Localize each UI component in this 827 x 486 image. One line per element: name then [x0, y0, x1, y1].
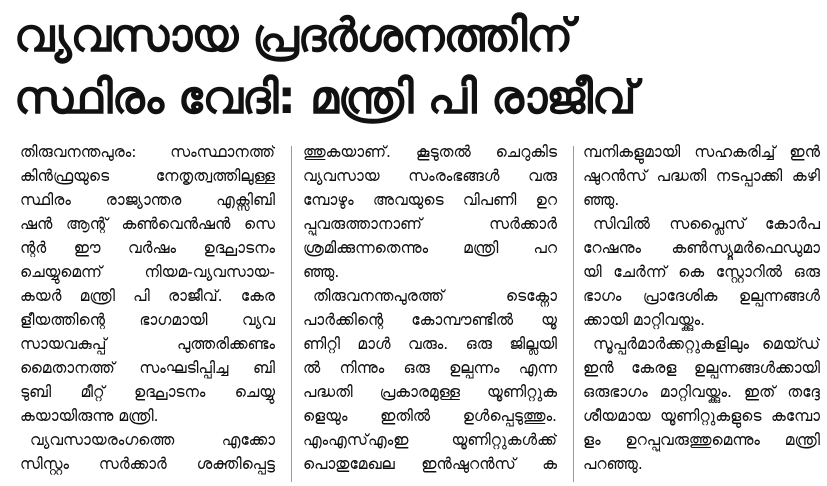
body-line: യി ചേർന്ന് കെ സ്റ്റോറിൽ ഒരു [583, 263, 820, 281]
body-line: സ്ഥിരം രാജ്യാന്തര എക്സിബി [20, 191, 275, 209]
body-line: ഭാഗം പ്രാദേശിക ഉല്പന്നങ്ങൾ [583, 287, 820, 305]
body-line: മ്പോഴും അവയുടെ വിപണി ഉറ [303, 191, 557, 209]
body-line: കയായിരുന്നു മന്ത്രി. [20, 407, 159, 425]
body-line: ളീയത്തിന്റെ ഭാഗമായി വ്യവ [20, 311, 275, 329]
article-column-2 [303, 140, 557, 486]
body-line: സിസ്റ്റം സർക്കാർ ശക്തിപ്പെട്ട [20, 455, 275, 473]
body-line: ളെയും ഇതിൽ ഉൾപ്പെടുത്തും. [303, 407, 557, 425]
body-line: ന്റർ ഈ വർഷം ഉദ്ഘാടനം [20, 239, 275, 257]
body-line: ഒരുഭാഗം മാറ്റിവയ്ക്കും. ഇത് തദ്ദേ [583, 383, 820, 401]
article-headline [14, 4, 814, 128]
body-line: ശ്രമിക്കുന്നതെന്നും മന്ത്രി പറ [303, 239, 557, 257]
body-line: ക്കായി മാറ്റിവയ്ക്കും. [583, 311, 705, 329]
body-line: തിരുവനന്തപുരം: സംസ്ഥാനത്ത് [20, 143, 275, 161]
body-line: പ്പുവരുത്താനാണ് സർക്കാർ [303, 215, 557, 233]
body-line: കിൻഫ്രയുടെ നേതൃത്വത്തിലുള്ള [20, 167, 275, 185]
body-line: ഇൻ കേരള ഉല്പന്നങ്ങൾക്കായി [583, 359, 820, 377]
body-line: കയർ മന്ത്രി പി രാജീവ്. കേര [20, 287, 275, 305]
body-line: ഞ്ഞു. [583, 191, 620, 209]
body-line: തിരുവനന്തപുരത്ത് ടെക്നോ [313, 287, 557, 305]
body-line: പൊതുമേഖല ഇൻഷുറൻസ് ക [303, 455, 557, 473]
headline-line-1: വ്യവസായ പ്രദർശനത്തിന് [14, 8, 573, 62]
body-line: സിവിൽ സപ്ലൈസ് കോർപ [593, 215, 820, 233]
body-line: പദ്ധതി പ്രകാരമുള്ള യൂണിറ്റുക [303, 383, 557, 401]
body-line: ൽ നിന്നും ഒരു ഉല്പന്നം എന്ന [303, 359, 557, 377]
body-line: പാർക്കിന്റെ കോമ്പൗണ്ടിൽ യൂ [303, 311, 557, 329]
article-column-1 [20, 140, 275, 486]
body-line: ചെയ്യുമെന്ന് നിയമ-വ്യവസായ- [20, 263, 275, 281]
body-line: ളം ഉറപ്പുവരുത്തുമെന്നും മന്ത്രി [583, 431, 820, 449]
body-line: എംഎസ്എംഇ യൂണിറ്റുകൾക്ക് [303, 431, 557, 449]
article-body [20, 140, 820, 486]
body-line: പറഞ്ഞു. [583, 455, 643, 473]
body-line: റേഷനും കൺസ്യൂമർഫെഡുമാ [583, 239, 820, 257]
headline-line-2: സ്ഥിരം വേദി: മന്ത്രി പി രാജീവ് [14, 70, 636, 124]
body-line: വ്യവസായ സംരംഭങ്ങൾ വരു [303, 167, 557, 185]
body-line: ഷുറൻസ് പദ്ധതി നടപ്പാക്കി കഴി [583, 167, 820, 185]
body-line: വ്യവസായരംഗത്തെ എക്കോ [30, 431, 275, 449]
body-line: ണിറ്റി മാൾ വരും. ഒരു ജില്ലയി [303, 335, 557, 353]
body-line: മൈതാനത്ത് സംഘടിപ്പിച്ച ബി [20, 359, 275, 377]
body-line: സൂപ്പർമാർക്കറ്റുകളിലും മെയ്ഡ് [593, 335, 820, 353]
body-line: മ്പനികളുമായി സഹകരിച്ച് ഇൻ [583, 143, 820, 161]
body-line: ത്തുകയാണ്. കൂടുതൽ ചെറുകിട [303, 143, 557, 161]
body-line: സായവകുപ്പ് പുത്തരിക്കണ്ടം [20, 335, 275, 353]
body-line: ഷൻ ആന്റ് കൺവെൻഷൻ സെ [20, 215, 275, 233]
body-line: ശീയമായ യൂണിറ്റുകളുടെ കമ്പോ [583, 407, 820, 425]
body-line: ഞ്ഞു. [303, 263, 340, 281]
body-line: ടുബി മീറ്റ് ഉദ്ഘാടനം ചെയ്യു [20, 383, 275, 401]
article-column-3 [583, 140, 820, 486]
